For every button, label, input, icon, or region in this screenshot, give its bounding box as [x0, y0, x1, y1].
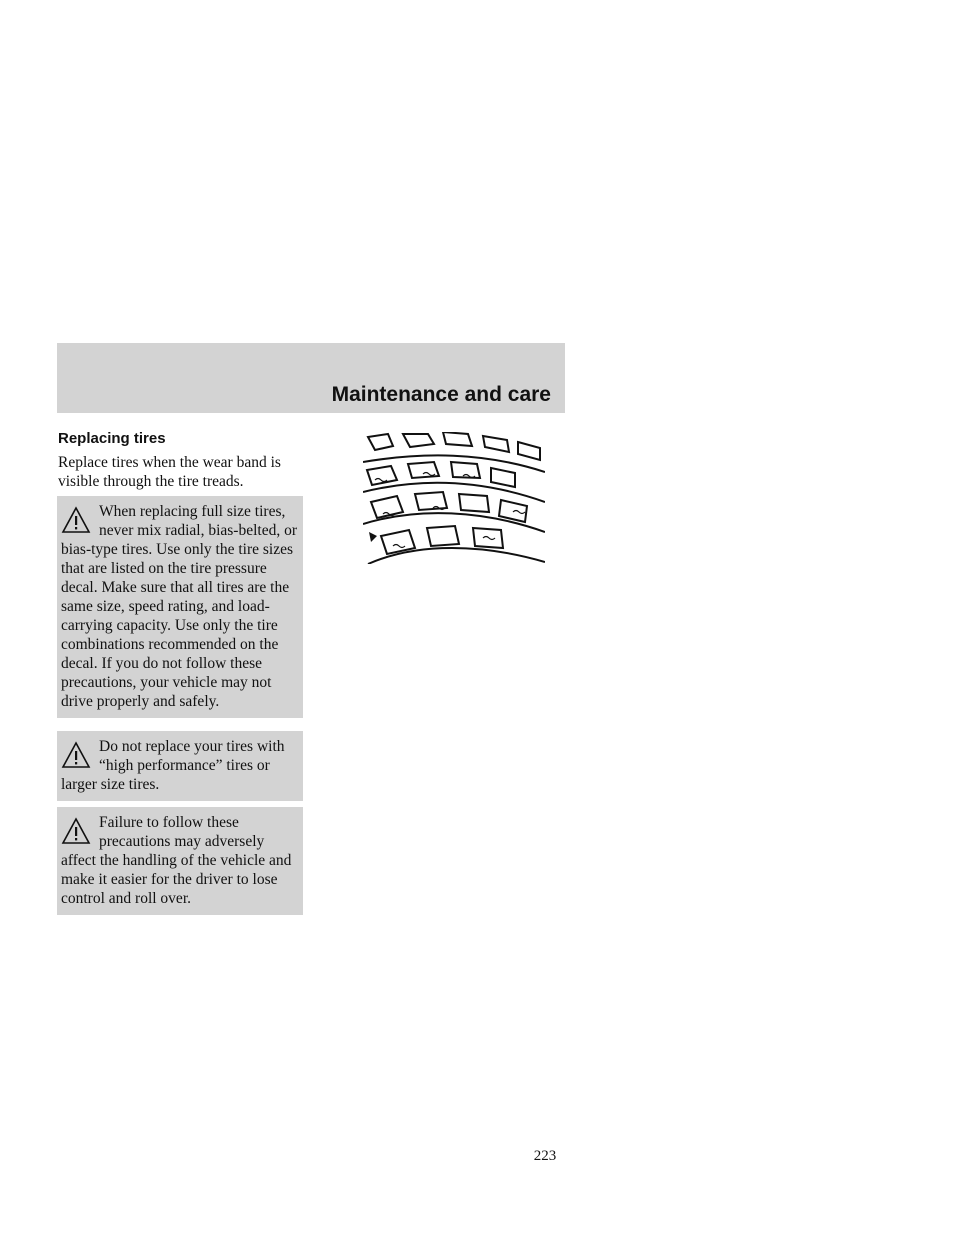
- tire-tread-wear-band-illustration-icon: [363, 432, 545, 564]
- page-title: Maintenance and care: [331, 383, 551, 406]
- warning-triangle-icon: [61, 817, 99, 849]
- intro-paragraph: Replace tires when the wear band is visible through the tire treads.: [58, 454, 281, 490]
- warning-box-high-performance: [57, 731, 303, 801]
- warning-box-handling: [57, 807, 303, 915]
- warning-text: Do not replace your tires with “high performance” tires or larger size tires.: [61, 738, 285, 793]
- warning-triangle-icon: [61, 506, 99, 538]
- page-number: 223: [533, 1148, 557, 1164]
- warning-text: Failure to follow these precautions may adversely affect the handling of the vehicle and make it easier for the driver to lose control and roll over.: [61, 814, 292, 907]
- header-band: [57, 343, 565, 413]
- warning-box-mixing-tires: [57, 496, 303, 718]
- warning-triangle-icon: [61, 741, 99, 773]
- section-heading: Replacing tires: [58, 430, 166, 447]
- warning-text: When replacing full size tires, never mix radial, bias-belted, or bias-type tires. Use only the tire sizes that are listed on the tire pressure decal. Make sure that all tires are the same size, speed rating, and load-carrying capacity. Use only the tire combinations recommended on the decal. If you do not follow these precautions, your vehicle may not drive properly and safely.: [61, 503, 297, 710]
